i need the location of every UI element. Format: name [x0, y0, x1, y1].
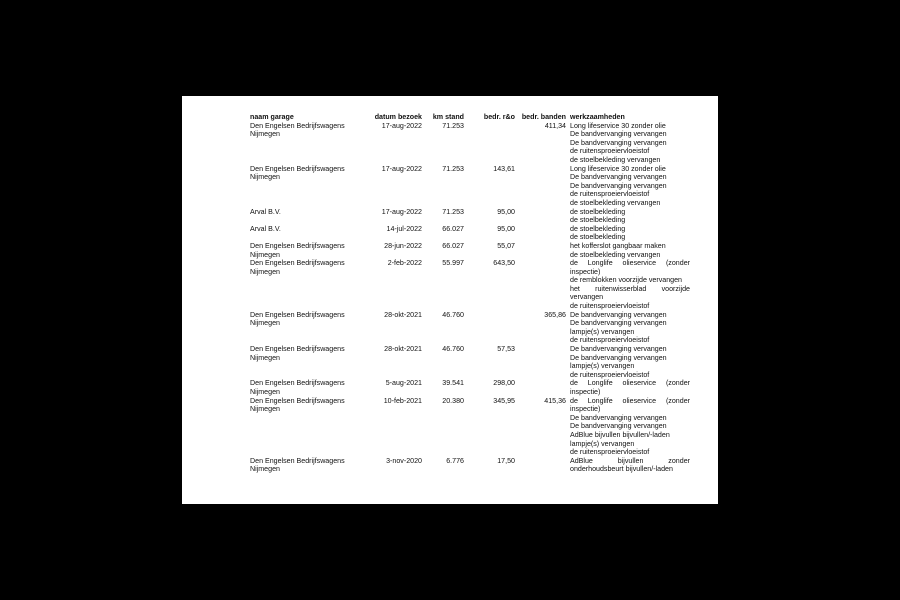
- garage-line: Den Engelsen Bedrijfswagens: [250, 396, 345, 405]
- garage-line: Den Engelsen Bedrijfswagens: [250, 379, 345, 388]
- work-line: De bandvervanging vervangen: [570, 345, 667, 354]
- garage-name-cell: [250, 242, 362, 259]
- table-row: [250, 457, 690, 474]
- visit-date-cell: 5-aug-2021: [385, 379, 422, 388]
- ro-amount-cell: 345,95: [493, 396, 515, 405]
- garage-line: Den Engelsen Bedrijfswagens: [250, 456, 345, 465]
- work-description-cell: [570, 311, 690, 345]
- header-ro-amount: bedr. r&o: [483, 113, 515, 121]
- visit-date-cell: 17-aug-2022: [381, 121, 422, 130]
- garage-line: Nijmegen: [250, 405, 280, 414]
- work-line: De bandvervanging vervangen: [570, 173, 667, 182]
- table-row: [250, 122, 690, 165]
- garage-line: Nijmegen: [250, 173, 280, 182]
- visit-date-cell: 10-feb-2021: [383, 396, 422, 405]
- work-line: de ruitensproeiervloeistof: [570, 370, 650, 379]
- visit-date-cell: 28-okt-2021: [384, 310, 422, 319]
- odometer-cell: 66.027: [442, 241, 464, 250]
- ro-amount-cell: 95,00: [497, 224, 515, 233]
- work-line: lampje(s) vervangen: [570, 439, 635, 448]
- tyre-amount-cell: [515, 225, 570, 242]
- odometer-cell: 71.253: [442, 164, 464, 173]
- work-line: inspectie): [570, 388, 601, 396]
- work-line: lampje(s) vervangen: [570, 327, 635, 336]
- ro-amount-cell: 55,07: [497, 241, 515, 250]
- garage-line: Nijmegen: [250, 267, 280, 276]
- ro-amount-cell: 95,00: [497, 207, 515, 216]
- table-row: [250, 259, 690, 311]
- visit-date-cell: 28-jun-2022: [384, 241, 422, 250]
- work-line: de stoelbekleding vervangen: [570, 250, 661, 259]
- garage-line: Den Engelsen Bedrijfswagens: [250, 164, 345, 173]
- work-line: de Longlife olieservice (zonder: [570, 396, 690, 405]
- garage-name-cell: [250, 311, 362, 345]
- header-km: km stand: [432, 113, 464, 121]
- garage-line: Nijmegen: [250, 465, 280, 474]
- table-row: [250, 208, 690, 225]
- odometer-cell: 66.027: [442, 224, 464, 233]
- garage-name-cell: [250, 397, 362, 457]
- garage-name-cell: [250, 165, 362, 208]
- work-line: het ruitenwisserblad voorzijde: [570, 284, 690, 293]
- work-line: de stoelbekleding vervangen: [570, 155, 661, 164]
- odometer-cell: 39.541: [442, 379, 464, 388]
- work-line: de stoelbekleding: [570, 216, 626, 225]
- garage-line: Den Engelsen Bedrijfswagens: [250, 310, 345, 319]
- work-line: inspectie): [570, 405, 601, 414]
- work-description-cell: [570, 397, 690, 457]
- table-row: [250, 242, 690, 259]
- work-line: De bandvervanging vervangen: [570, 138, 667, 147]
- work-description-cell: [570, 379, 690, 396]
- garage-line: Den Engelsen Bedrijfswagens: [250, 121, 345, 130]
- work-line: de ruitensproeiervloeistof: [570, 448, 650, 457]
- odometer-cell: 6.776: [446, 456, 464, 465]
- garage-line: Den Engelsen Bedrijfswagens: [250, 345, 345, 354]
- odometer-cell: 46.760: [442, 310, 464, 319]
- visit-date-cell: 3-nov-2020: [386, 456, 422, 465]
- garage-line: Nijmegen: [250, 388, 280, 396]
- work-line: De bandvervanging vervangen: [570, 181, 667, 190]
- work-line: de ruitensproeiervloeistof: [570, 336, 650, 345]
- work-description-cell: [570, 165, 690, 208]
- work-line: onderhoudsbeurt bijvullen/-laden: [570, 465, 673, 474]
- work-line: Long lifeservice 30 zonder olie: [570, 121, 666, 130]
- odometer-cell: 46.760: [442, 345, 464, 354]
- header-date: datum bezoek: [374, 113, 422, 121]
- ro-amount-cell: [464, 311, 515, 345]
- work-line: vervangen: [570, 293, 604, 302]
- ro-amount-cell: 143,61: [493, 164, 515, 173]
- garage-name-cell: [250, 259, 362, 311]
- work-description-cell: [570, 208, 690, 225]
- tyre-amount-cell: [515, 165, 570, 208]
- tyre-amount-cell: 411,34: [544, 121, 566, 130]
- document-page: [182, 96, 718, 504]
- work-description-cell: [570, 225, 690, 242]
- visit-date-cell: 14-jul-2022: [386, 224, 422, 233]
- odometer-cell: 71.253: [442, 121, 464, 130]
- work-line: De bandvervanging vervangen: [570, 130, 667, 139]
- work-line: de stoelbekleding: [570, 224, 626, 233]
- work-line: de ruitensproeiervloeistof: [570, 147, 650, 156]
- work-line: de Longlife olieservice (zonder: [570, 379, 690, 388]
- garage-line: Nijmegen: [250, 250, 280, 259]
- ro-amount-cell: 17,50: [497, 456, 515, 465]
- visit-date-cell: 17-aug-2022: [381, 164, 422, 173]
- visit-date-cell: 28-okt-2021: [384, 345, 422, 354]
- garage-line: Nijmegen: [250, 130, 280, 139]
- work-line: de stoelbekleding: [570, 207, 626, 216]
- maintenance-history-table: [250, 113, 690, 474]
- work-line: de stoelbekleding: [570, 233, 626, 242]
- work-line: het kofferslot gangbaar maken: [570, 241, 666, 250]
- work-line: de ruitensproeiervloeistof: [570, 302, 650, 311]
- garage-line: Den Engelsen Bedrijfswagens: [250, 259, 345, 268]
- garage-line: Arval B.V.: [250, 207, 281, 216]
- table-body: [250, 122, 690, 474]
- work-line: De bandvervanging vervangen: [570, 422, 667, 431]
- odometer-cell: 20.380: [442, 396, 464, 405]
- table-row: [250, 165, 690, 208]
- work-line: de remblokken voorzijde vervangen: [570, 276, 682, 285]
- table-row: [250, 311, 690, 345]
- work-line: de stoelbekleding vervangen: [570, 198, 661, 207]
- work-description-cell: [570, 345, 690, 379]
- tyre-amount-cell: 415,36: [544, 396, 566, 405]
- work-line: AdBlue bijvullen bijvullen/-laden: [570, 430, 670, 439]
- table-row: [250, 379, 690, 396]
- header-tyre-amount: bedr. banden: [521, 113, 566, 121]
- garage-line: Nijmegen: [250, 319, 280, 328]
- garage-line: Arval B.V.: [250, 224, 281, 233]
- work-line: Long lifeservice 30 zonder olie: [570, 164, 666, 173]
- work-description-cell: [570, 122, 690, 165]
- odometer-cell: 55.997: [442, 259, 464, 268]
- odometer-cell: 71.253: [442, 207, 464, 216]
- ro-amount-cell: 57,53: [497, 345, 515, 354]
- work-description-cell: [570, 457, 690, 474]
- tyre-amount-cell: [515, 345, 570, 379]
- garage-name-cell: [250, 122, 362, 165]
- ro-amount-cell: [464, 122, 515, 165]
- table-header-row: [250, 113, 690, 122]
- ro-amount-cell: 298,00: [493, 379, 515, 388]
- work-line: De bandvervanging vervangen: [570, 310, 667, 319]
- work-line: De bandvervanging vervangen: [570, 319, 667, 328]
- header-garage: naam garage: [250, 113, 294, 121]
- garage-line: Den Engelsen Bedrijfswagens: [250, 241, 345, 250]
- tyre-amount-cell: 365,86: [544, 310, 566, 319]
- visit-date-cell: 2-feb-2022: [387, 259, 422, 268]
- work-description-cell: [570, 242, 690, 259]
- table-row: [250, 397, 690, 457]
- tyre-amount-cell: [515, 259, 570, 311]
- tyre-amount-cell: [515, 242, 570, 259]
- garage-name-cell: [250, 457, 362, 474]
- table-row: [250, 345, 690, 379]
- ro-amount-cell: 643,50: [493, 259, 515, 268]
- garage-name-cell: [250, 379, 362, 396]
- visit-date-cell: 17-aug-2022: [381, 207, 422, 216]
- work-line: de ruitensproeiervloeistof: [570, 190, 650, 199]
- garage-name-cell: [250, 345, 362, 379]
- work-line: lampje(s) vervangen: [570, 362, 635, 371]
- work-line: inspectie): [570, 267, 601, 276]
- work-line: AdBlue bijvullen zonder: [570, 456, 690, 465]
- work-line: De bandvervanging vervangen: [570, 413, 667, 422]
- tyre-amount-cell: [515, 379, 570, 396]
- tyre-amount-cell: [515, 457, 570, 474]
- garage-name-cell: [250, 225, 362, 242]
- work-description-cell: [570, 259, 690, 311]
- work-line: de Longlife olieservice (zonder: [570, 259, 690, 268]
- garage-line: Nijmegen: [250, 353, 280, 362]
- work-line: De bandvervanging vervangen: [570, 353, 667, 362]
- header-work: werkzaamheden: [570, 113, 625, 121]
- table-row: [250, 225, 690, 242]
- garage-name-cell: [250, 208, 362, 225]
- tyre-amount-cell: [515, 208, 570, 225]
